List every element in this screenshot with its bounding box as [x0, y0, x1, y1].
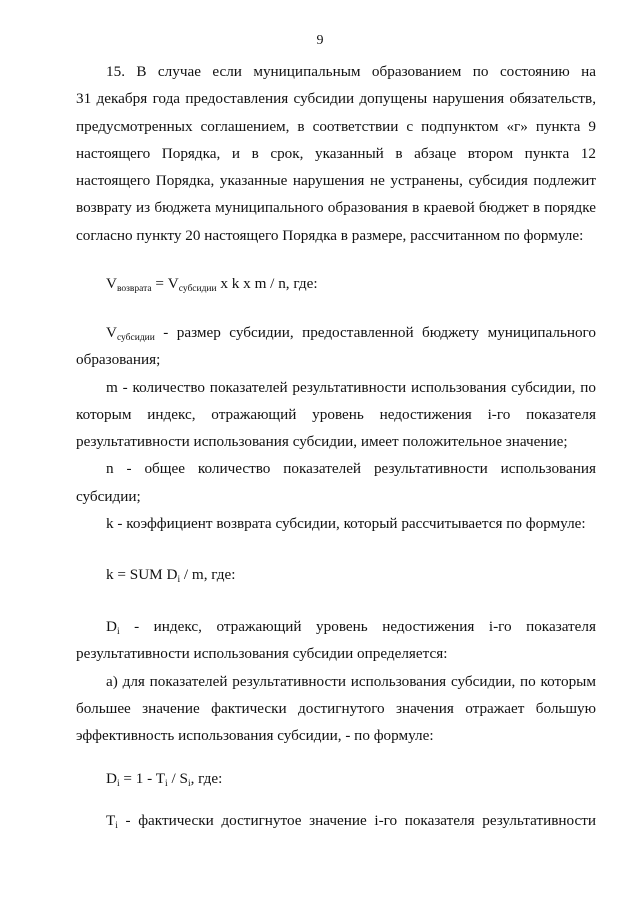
formula-v-return: $V_{возврата} = V_{субсидии}$ x k x m / n, где:: [106, 275, 318, 294]
subscript: i: [115, 821, 118, 831]
paragraph-line: результативности использования субсидии определяется:: [76, 645, 448, 663]
subscript: возврата: [116, 284, 152, 294]
paragraph-line: результативности использования субсидии, имеет положительное значение;: [76, 433, 568, 451]
definition-d: $D_i$ - индекс, отражающий уровень недостижения i-го показателя: [106, 618, 596, 637]
paragraph-line: настоящего Порядка, и в срок, указанный в абзаце втором пункта 12: [76, 144, 596, 162]
page-number: 9: [316, 33, 324, 48]
paragraph-line: которым индекс, отражающий уровень недостижения i-го показателя: [76, 405, 596, 423]
paragraph-line: 15. В случае если муниципальным образованием по состоянию на: [106, 63, 596, 80]
paragraph-line: предусмотренных соглашением, в соответствии с подпунктом «г» пункта 9: [76, 117, 596, 135]
paragraph-line: образования;: [76, 351, 161, 369]
formula-d: $D_i = 1 - T_i / S_i$, где:: [106, 770, 223, 789]
paragraph-line: возврату из бюджета муниципального образования в краевой бюджет в порядке: [76, 199, 596, 217]
definition-v-subsidy: $V_{субсидии}$ - размер субсидии, предоставленной бюджету муниципального: [106, 324, 596, 343]
formula-k: k = SUM $D_i$ / m, где:: [106, 566, 236, 585]
subscript: i: [177, 575, 181, 585]
subscript: i: [116, 779, 120, 789]
paragraph-line: согласно пункту 20 настоящего Порядка в размере, рассчитанном по формуле:: [76, 226, 584, 244]
paragraph-line: субсидии;: [76, 487, 141, 505]
paragraph-line: настоящего Порядка, указанные нарушения не устранены, субсидия подлежит: [76, 172, 596, 190]
definition-k: k - коэффициент возврата субсидии, который рассчитывается по формуле:: [106, 515, 586, 533]
subscript: i: [116, 627, 120, 637]
definitions-block-3: [76, 807, 596, 834]
paragraph-line: эффективность использования субсидии, - по формуле:: [76, 727, 434, 745]
paragraph-line: 31 декабря года предоставления субсидии допущены нарушения обязательств,: [76, 90, 596, 108]
subscript: субсидии: [178, 284, 217, 294]
definition-case-a: а) для показателей результативности использования субсидии, по которым: [106, 672, 596, 690]
definitions-block-2: [76, 613, 596, 749]
definition-m: m - количество показателей результативности использования субсидии, по: [106, 378, 596, 396]
subscript: i: [165, 779, 168, 789]
definition-t: $T_i$ - фактически достигнутое значение i-го показателя результативности: [106, 812, 596, 831]
paragraph-15: [76, 58, 596, 249]
subscript: i: [187, 779, 191, 789]
definition-n: n - общее количество показателей результативности использования: [106, 460, 596, 478]
definitions-block-1: [76, 319, 596, 537]
subscript: субсидии: [116, 333, 155, 343]
paragraph-line: большее значение фактически достигнутого значения отражает большую: [76, 699, 596, 717]
